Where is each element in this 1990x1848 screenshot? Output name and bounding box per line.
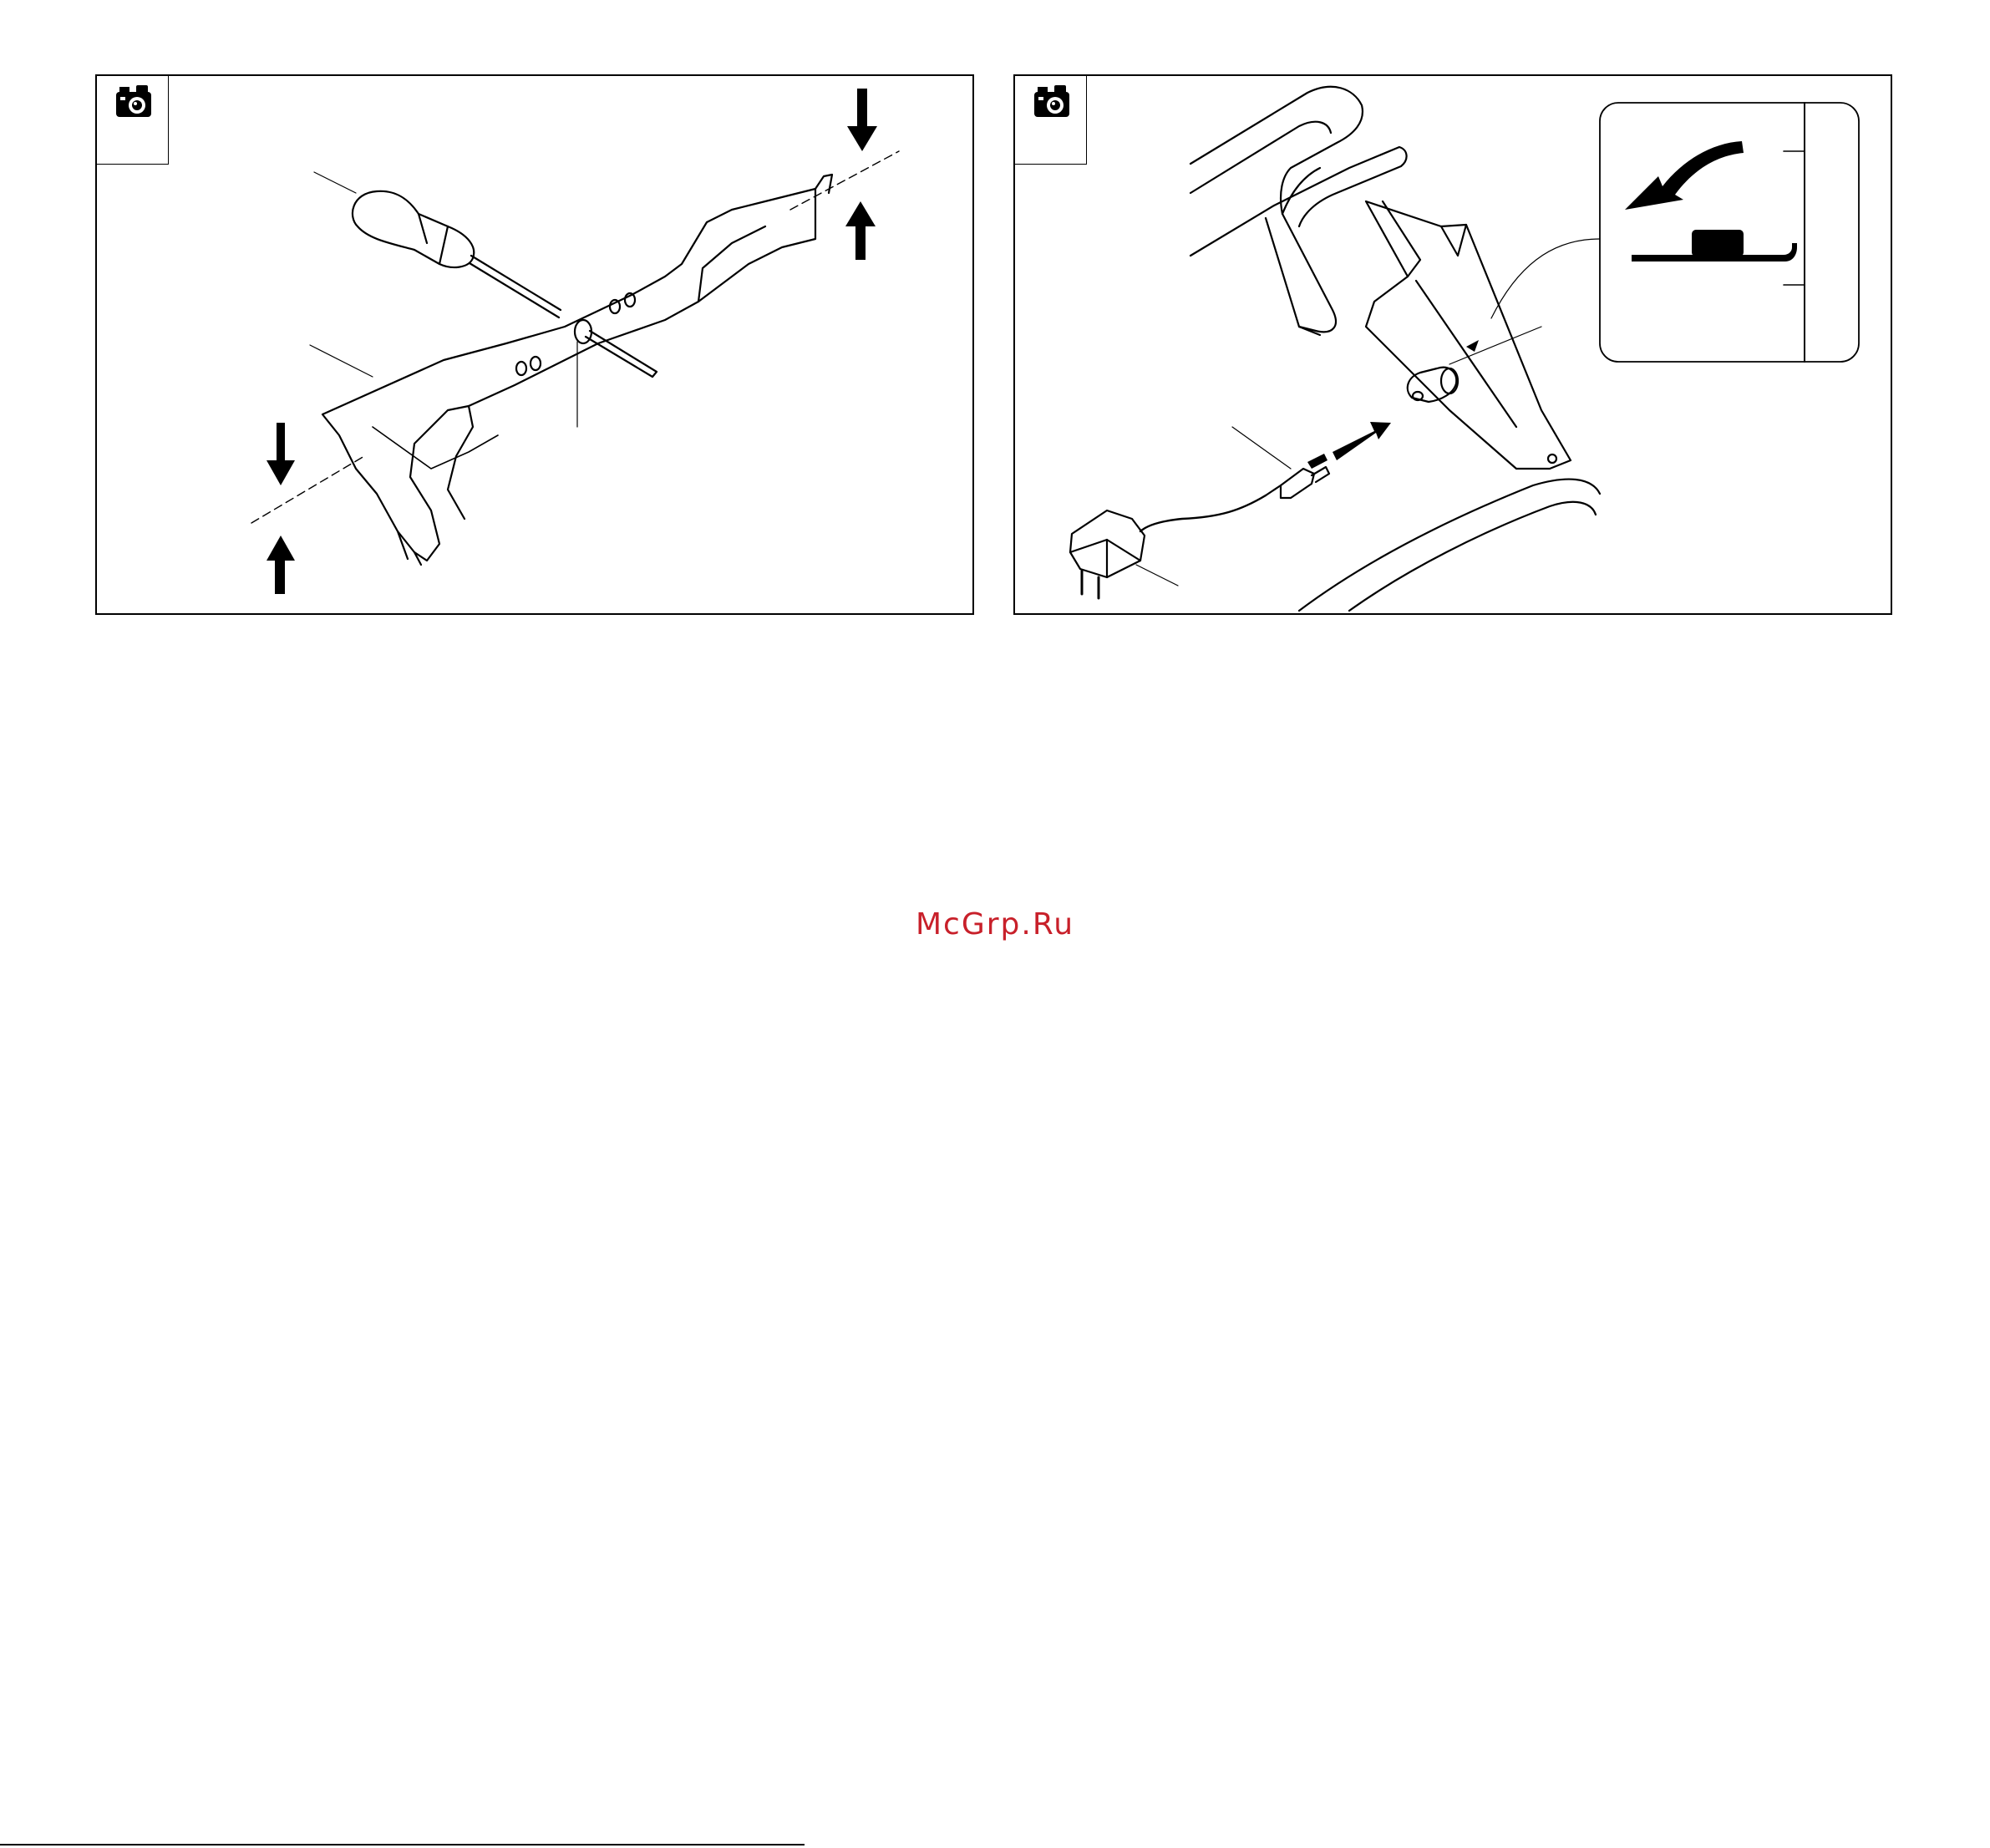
blade-balance-illustration — [97, 76, 976, 617]
watermark-text: McGrp.Ru — [915, 907, 1075, 942]
charging-socket — [1408, 368, 1456, 402]
charger-cable — [1140, 495, 1266, 531]
screwdriver-handle — [353, 191, 474, 267]
charging-illustration — [1015, 76, 1894, 617]
charger-plug — [1281, 469, 1314, 498]
arrow-up-left — [267, 536, 295, 594]
arrow-down-left — [267, 423, 295, 485]
handle-console — [1366, 201, 1571, 469]
inset-curved-arrow — [1625, 141, 1744, 210]
screwdriver-shaft — [471, 256, 561, 310]
mower-deck — [1299, 480, 1600, 611]
mower-handle — [1190, 87, 1363, 332]
arrow-down-right — [847, 89, 877, 151]
arrow-up-right — [845, 201, 876, 260]
arrow-plug-in — [1333, 422, 1391, 460]
footer-rule — [0, 1844, 805, 1845]
figure-panel-blade — [95, 74, 974, 615]
figure-panel-charging — [1013, 74, 1892, 615]
inset-clip — [1692, 230, 1744, 256]
